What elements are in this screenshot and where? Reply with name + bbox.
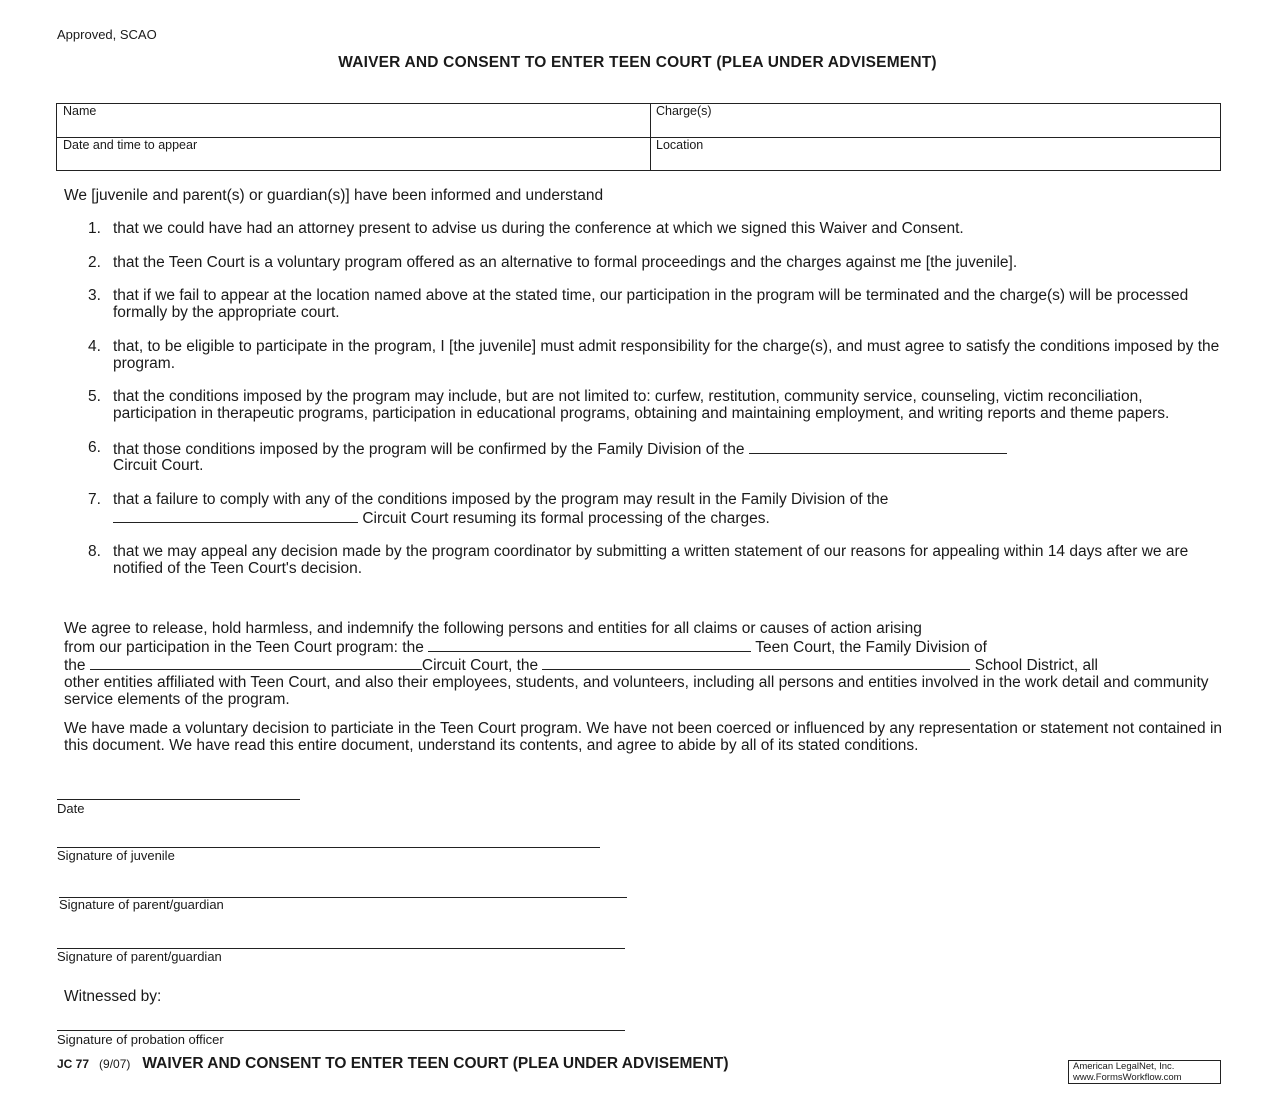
- school-district-blank[interactable]: [542, 656, 970, 670]
- voluntary-paragraph: We have made a voluntary decision to particiate in the Teen Court program. We have not been coerced or influenced by any representation or statement not contained in this document. We have read this entire document, understand its contents, and agree to abide by all of its stated conditions.: [64, 720, 1223, 754]
- charges-cell[interactable]: [650, 104, 1220, 137]
- probation-signature-label: Signature of probation officer: [57, 1032, 224, 1047]
- name-label: Name: [63, 104, 97, 118]
- release-paragraph: [64, 621, 1224, 709]
- list-item: [88, 544, 1223, 577]
- release-text: from our participation in the Teen Court program: the: [64, 638, 424, 656]
- item-number: 6.: [88, 438, 101, 456]
- item-number: 5.: [88, 388, 101, 406]
- name-field[interactable]: [63, 118, 601, 135]
- release-line: We agree to release, hold harmless, and indemnify the following persons and entities for all claims or causes of action arising: [64, 620, 922, 637]
- item-text: that we may appeal any decision made by the program coordinator by submitting a written statement of our reasons for appealing within 14 days after we are notified of the Teen Court's decision.: [113, 543, 1189, 578]
- item-text: [113, 492, 1223, 527]
- circuit-court-blank[interactable]: [90, 656, 422, 670]
- date-label: Date: [57, 801, 85, 816]
- date-time-label: Date and time to appear: [63, 138, 198, 152]
- location-cell[interactable]: [650, 138, 1220, 171]
- item-text: [113, 440, 1223, 475]
- publisher-url: www.FormsWorkflow.com: [1073, 1071, 1182, 1083]
- juvenile-signature-label: Signature of juvenile: [57, 848, 175, 863]
- item-number: 1.: [88, 220, 101, 237]
- release-text: School District, all: [974, 657, 1098, 675]
- charges-field[interactable]: [656, 118, 1173, 135]
- acknowledgement-list: [88, 221, 1223, 595]
- item-text: that, to be eligible to participate in the program, I [the juvenile] must admit responsibility for the charge(s), and must agree to satisfy the conditions imposed by the program.: [113, 337, 1220, 372]
- item-text: that we could have had an attorney present to advise us during the conference at which we signed this Waiver and Consent.: [113, 220, 964, 237]
- item-text: that if we fail to appear at the location named above at the stated time, our participation in the program will be terminated and the charge(s) will be processed formally by the appropriate court.: [113, 287, 1189, 322]
- list-item: [88, 255, 1223, 272]
- footer: [57, 1055, 729, 1073]
- case-info-box: [56, 103, 1221, 171]
- teen-court-blank[interactable]: [428, 638, 751, 652]
- parent-signature-label-2: Signature of parent/guardian: [57, 949, 222, 964]
- item-text: that the conditions imposed by the program may include, but are not limited to: curfew, restitution, community service, counseling, victim reconciliation, participation in therapeutic programs, participation in educational programs, obtaining and maintaining employment, and writing reports and theme papers.: [113, 388, 1170, 422]
- county-blank[interactable]: [749, 440, 1007, 454]
- item-text-part: Circuit Court resuming its formal processing of the charges.: [362, 509, 770, 527]
- name-cell[interactable]: [57, 104, 650, 137]
- charges-label: Charge(s): [656, 104, 712, 118]
- release-line: [64, 638, 1224, 657]
- list-item: [88, 221, 1223, 238]
- intro-text: We [juvenile and parent(s) or guardian(s)] have been informed and understand: [64, 187, 604, 204]
- approval-note: Approved, SCAO: [57, 27, 157, 42]
- list-item: [88, 492, 1223, 527]
- item-text-part: Circuit Court.: [113, 457, 204, 475]
- item-number: 2.: [88, 253, 101, 271]
- form-title: WAIVER AND CONSENT TO ENTER TEEN COURT (PLEA UNDER ADVISEMENT): [338, 54, 937, 71]
- item-text-part: that a failure to comply with any of the conditions imposed by the program may result in the Family Division of the: [113, 491, 889, 509]
- list-item: [88, 288, 1223, 321]
- item-text: that the Teen Court is a voluntary program offered as an alternative to formal proceedings and the charges against me [the juvenile].: [113, 253, 1018, 271]
- item-number: 3.: [88, 287, 101, 305]
- date-signature-line[interactable]: [57, 799, 300, 800]
- parent-signature-label-1: Signature of parent/guardian: [59, 897, 224, 912]
- date-time-cell[interactable]: [57, 138, 650, 171]
- release-text: Teen Court, the Family Division of: [755, 638, 987, 656]
- publisher-name: American LegalNet, Inc.: [1073, 1061, 1175, 1072]
- release-line: [64, 656, 1224, 675]
- list-item: [88, 440, 1223, 475]
- release-text: Circuit Court, the: [421, 657, 539, 675]
- location-label: Location: [656, 138, 704, 152]
- date-time-field[interactable]: [63, 152, 601, 169]
- item-text-part: that those conditions imposed by the program will be confirmed by the Family Division of the: [113, 440, 745, 458]
- form-code: JC 77: [57, 1057, 90, 1071]
- list-item: [88, 389, 1223, 422]
- item-number: 7.: [88, 491, 101, 509]
- footer-title: WAIVER AND CONSENT TO ENTER TEEN COURT (PLEA UNDER ADVISEMENT): [142, 1055, 729, 1072]
- publisher-box: [1068, 1060, 1221, 1084]
- form-revision: (9/07): [99, 1057, 131, 1071]
- list-item: [88, 339, 1223, 372]
- release-line: other entities affiliated with Teen Court, and also their employees, students, and volunteers, including all persons and entities involved in the work detail and community service elements of the program.: [64, 674, 1209, 708]
- county-blank[interactable]: [113, 509, 358, 523]
- witnessed-by-label: Witnessed by:: [64, 988, 162, 1005]
- item-number: 8.: [88, 543, 101, 561]
- probation-signature-line[interactable]: [57, 1030, 625, 1031]
- item-number: 4.: [88, 337, 101, 355]
- release-text: the: [64, 657, 86, 675]
- location-field[interactable]: [656, 152, 1173, 169]
